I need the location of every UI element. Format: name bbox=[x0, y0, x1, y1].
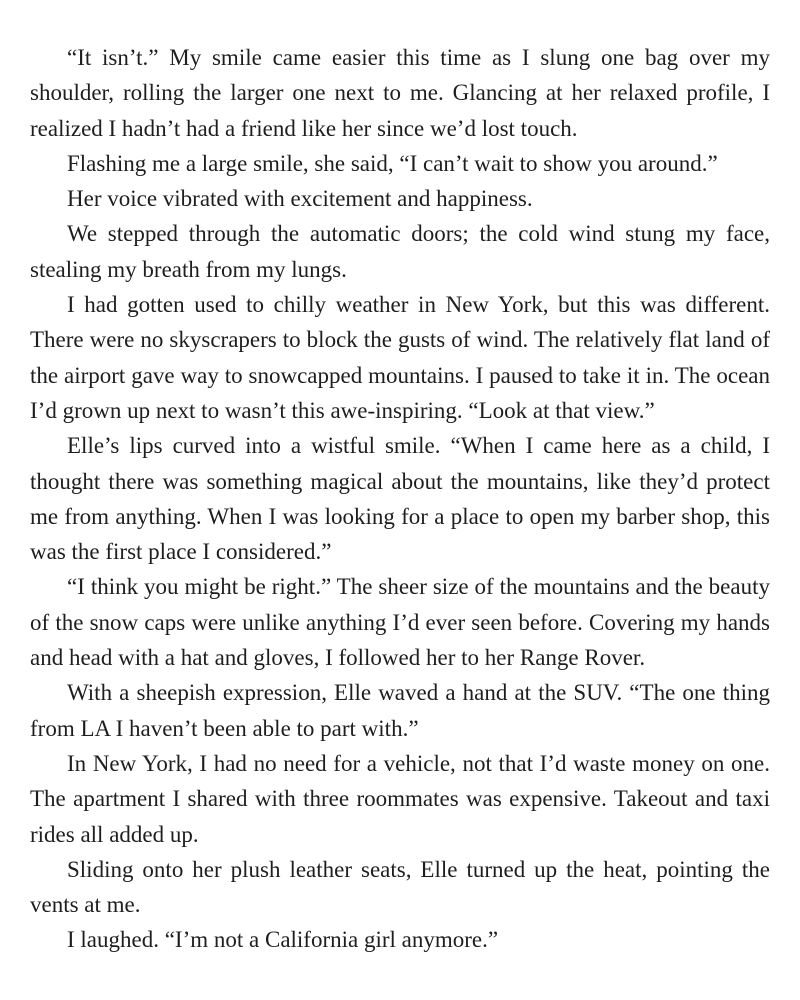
paragraph: Her voice vibrated with excitement and happiness. bbox=[67, 186, 533, 212]
paragraph: “It isn’t.” My smile came easier this time as I slung one bag over my shoulder, rolling the larger one next to me. Glancing at her relaxed profile, I realized I hadn’t had a friend like her since we’d lost touch. bbox=[30, 45, 770, 141]
book-page-text bbox=[30, 40, 770, 958]
paragraph: Elle’s lips curved into a wistful smile. “When I came here as a child, I thought there was something magical about the mountains, like they’d protect me from anything. When I was looking for a place to open my barber shop, this was the first place I considered.” bbox=[30, 433, 770, 565]
paragraph: With a sheepish expression, Elle waved a hand at the SUV. “The one thing from LA I haven’t been able to part with.” bbox=[30, 680, 770, 741]
paragraph: Sliding onto her plush leather seats, Elle turned up the heat, pointing the vents at me. bbox=[30, 856, 770, 918]
paragraph: We stepped through the automatic doors; the cold wind stung my face, stealing my breath from my lungs. bbox=[30, 221, 770, 282]
paragraph: I laughed. “I’m not a California girl anymore.” bbox=[67, 927, 499, 953]
paragraph: “I think you might be right.” The sheer size of the mountains and the beauty of the snow caps were unlike anything I’d ever seen before. Covering my hands and head with a hat and gloves, I followed her to her Range Rover. bbox=[30, 574, 770, 671]
paragraph: I had gotten used to chilly weather in New York, but this was different. There were no skyscrapers to block the gusts of wind. The relatively flat land of the airport gave way to snowcapped mountains. I paused to take it in. The ocean I’d grown up next to wasn’t this awe-inspiring. “Look at that view.” bbox=[30, 292, 770, 423]
paragraph: In New York, I had no need for a vehicle, not that I’d waste money on one. The apartment I shared with three roommates was expensive. Takeout and taxi rides all added up. bbox=[30, 750, 770, 847]
paragraph: Flashing me a large smile, she said, “I can’t wait to show you around.” bbox=[67, 150, 718, 176]
